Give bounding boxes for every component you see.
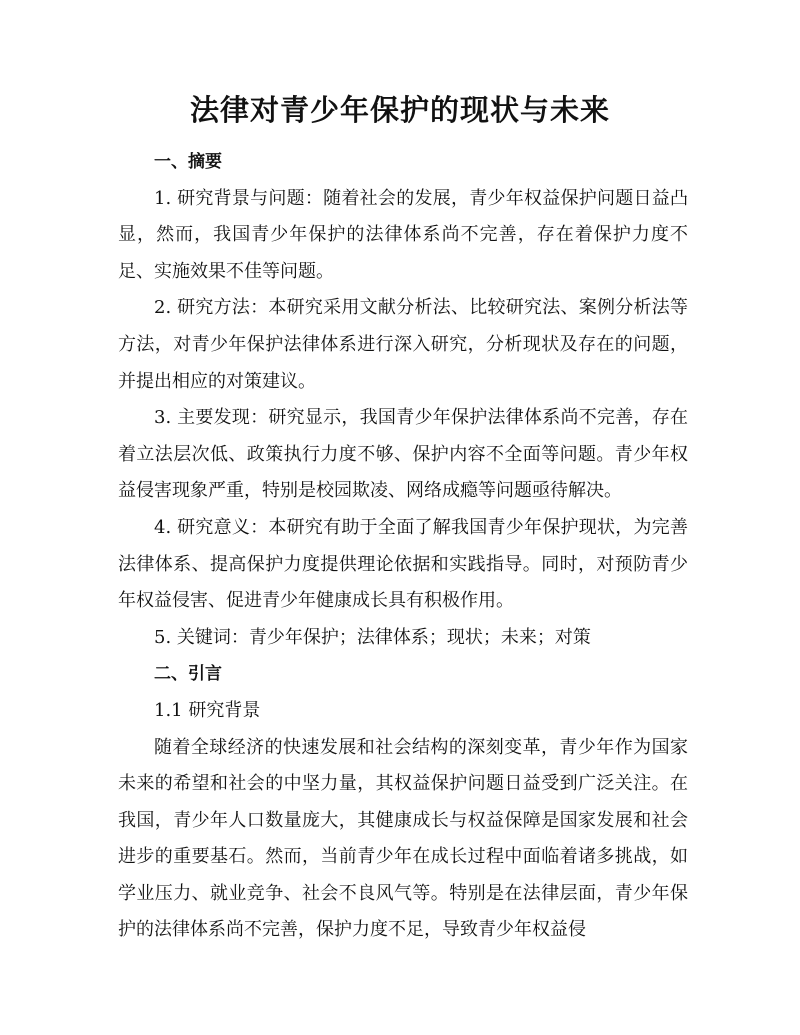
abstract-item-3: 3. 主要发现：研究显示，我国青少年保护法律体系尚不完善，存在着立法层次低、政策执行力度不够、保护内容不全面等问题。青少年权益侵害现象严重，特别是校园欺凌、网络成瘾等问题亟待解决。: [118, 407, 688, 502]
abstract-item-2: 2. 研究方法：本研究采用文献分析法、比较研究法、案例分析法等方法，对青少年保护法律体系进行深入研究，分析现状及存在的问题，并提出相应的对策建议。: [118, 297, 688, 392]
abstract-item-1: 1. 研究背景与问题：随着社会的发展，青少年权益保护问题日益凸显，然而，我国青少年保护的法律体系尚不完善，存在着保护力度不足、实施效果不佳等问题。: [118, 187, 688, 282]
document-title: 法律对青少年保护的现状与未来: [189, 93, 610, 127]
section-heading-abstract: 一、摘要: [154, 152, 222, 172]
section-heading-introduction: 二、引言: [154, 664, 222, 685]
subsection-heading-research-background: 1.1 研究背景: [154, 699, 261, 721]
introduction-paragraph: 随着全球经济的快速发展和社会结构的深刻变革，青少年作为国家未来的希望和社会的中坚力量，其权益保护问题日益受到广泛关注。在我国，青少年人口数量庞大，其健康成长与权益保障是国家发展和社会进步的重要基石。然而，当前青少年在成长过程中面临着诸多挑战，如学业压力、就业竞争、社会不良风气等。特别是在法律层面，青少年保护的法律体系尚不完善，保护力度不足，导致青少年权益侵: [118, 736, 688, 941]
document-body: [118, 144, 688, 949]
abstract-item-4: 4. 研究意义：本研究有助于全面了解我国青少年保护现状，为完善法律体系、提高保护力度提供理论依据和实践指导。同时，对预防青少年权益侵害、促进青少年健康成长具有积极作用。: [118, 516, 688, 612]
abstract-item-5: 5. 关键词：青少年保护；法律体系；现状；未来；对策: [154, 626, 591, 648]
